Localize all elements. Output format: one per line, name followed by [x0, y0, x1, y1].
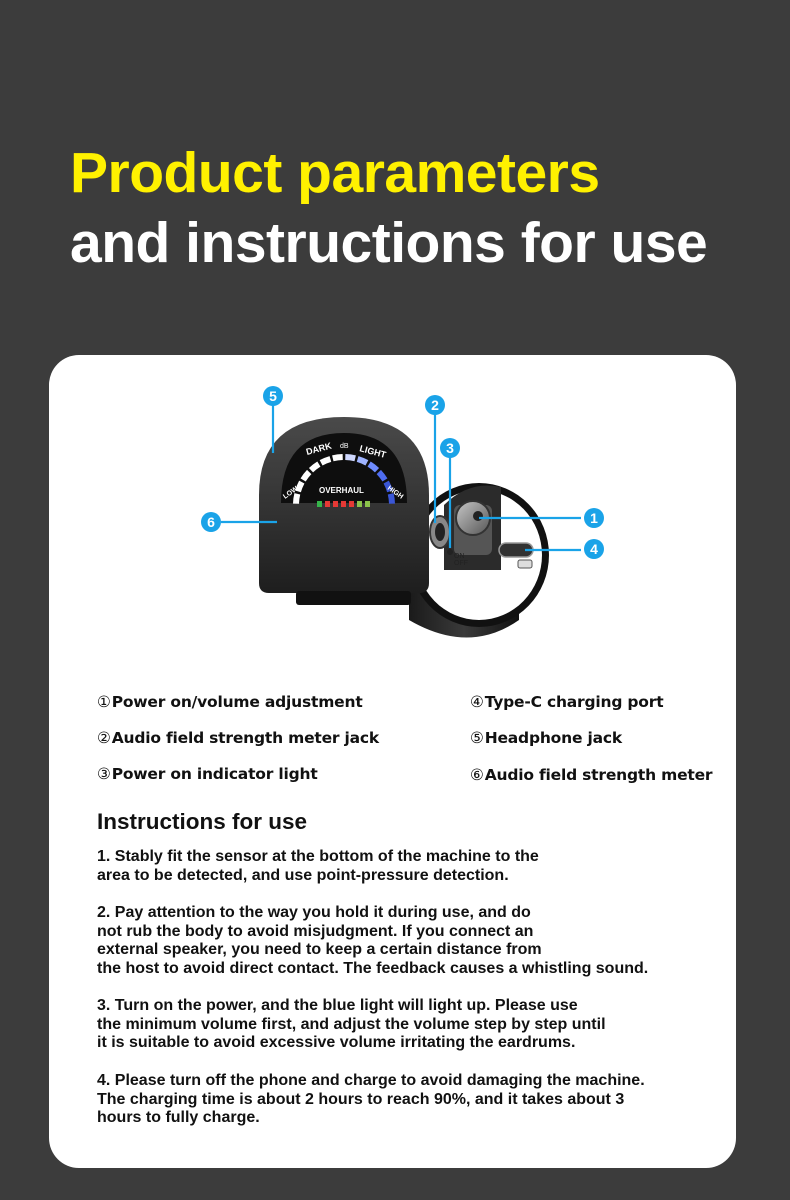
part-label-5: [470, 729, 622, 747]
svg-text:3: 3: [446, 440, 454, 456]
part-number: ④: [470, 693, 484, 711]
instruction-step-1: 1. Stably fit the sensor at the bottom of the machine to the area to be detected, and use point-pressure detection.: [97, 848, 539, 884]
part-number: ①: [97, 693, 111, 711]
meter-overhaul-label: OVERHAUL: [319, 486, 364, 495]
meter-scale-segment: [391, 494, 392, 504]
instruction-step-4: 4. Please turn off the phone and charge to avoid damaging the machine. The charging time is about 2 hours to reach 90%, and it takes about 3 hours to fully charge.: [97, 1072, 645, 1127]
switch-on-text: ON: [454, 553, 465, 560]
part-text: Headphone jack: [484, 729, 622, 747]
meter-scale-segment: [358, 459, 367, 463]
product-illustration: [49, 355, 736, 655]
meter-scale-segment: [333, 457, 343, 458]
instructions-heading: Instructions for use: [97, 809, 308, 834]
indicator-light: [447, 549, 453, 555]
svg-text:1: 1: [590, 510, 598, 526]
meter-high-label: HIGH: [385, 484, 405, 501]
part-text: Power on indicator light: [111, 765, 318, 783]
svg-text:2: 2: [431, 397, 439, 413]
meter-unit-label: dB: [340, 443, 349, 450]
part-number: ⑥: [470, 766, 484, 784]
part-text: Power on/volume adjustment: [111, 693, 363, 711]
part-label-6: [470, 766, 712, 784]
meter-low-label: LOW: [282, 485, 300, 501]
part-label-3: [97, 765, 318, 783]
part-text: Audio field strength meter jack: [111, 729, 380, 747]
page-title: [70, 138, 707, 278]
callout-badge-3: [440, 438, 460, 458]
svg-text:4: 4: [590, 541, 598, 557]
callout-badge-4: [584, 539, 604, 559]
meter-scale-segment: [345, 457, 355, 458]
info-card: [49, 355, 736, 1168]
title-line-2: and instructions for use: [70, 211, 708, 275]
part-text: Type-C charging port: [484, 693, 664, 711]
svg-text:5: 5: [269, 388, 277, 404]
part-number: ③: [97, 765, 111, 783]
meter-scale-segment: [296, 494, 297, 504]
callout-badge-1: [584, 508, 604, 528]
part-number: ⑤: [470, 729, 484, 747]
field-strength-meter: [259, 417, 429, 605]
callout-badge-2: [425, 395, 445, 415]
volume-knob[interactable]: [454, 501, 492, 555]
meter-dark-label: DARK: [304, 440, 333, 457]
instruction-step-3: 3. Turn on the power, and the blue light will light up. Please use the minimum volume first, and adjust the volume step by step until it is suitable to avoid excessive volume irritating the eardrums.: [97, 997, 606, 1052]
part-number: ②: [97, 729, 111, 747]
title-line-1: Product parameters: [70, 141, 600, 205]
instruction-step-2: 2. Pay attention to the way you hold it during use, and do not rub the body to avoid misjudgment. If you connect an external speaker, you need to keep a certain distance from the host to avoid direct contact. The feedback causes a whistling sound.: [97, 904, 649, 978]
part-label-2: [97, 729, 379, 747]
callout-badge-5: [263, 386, 283, 406]
part-text: Audio field strength meter: [484, 766, 713, 784]
callout-badge-6: [201, 512, 221, 532]
meter-scale-segment: [321, 459, 330, 463]
meter-jack[interactable]: [430, 516, 450, 548]
meter-light-label: LIGHT: [358, 443, 388, 460]
part-label-1: [97, 693, 363, 711]
switch-off-text: OFF: [454, 560, 468, 567]
svg-text:6: 6: [207, 514, 215, 530]
part-label-4: [470, 693, 663, 711]
